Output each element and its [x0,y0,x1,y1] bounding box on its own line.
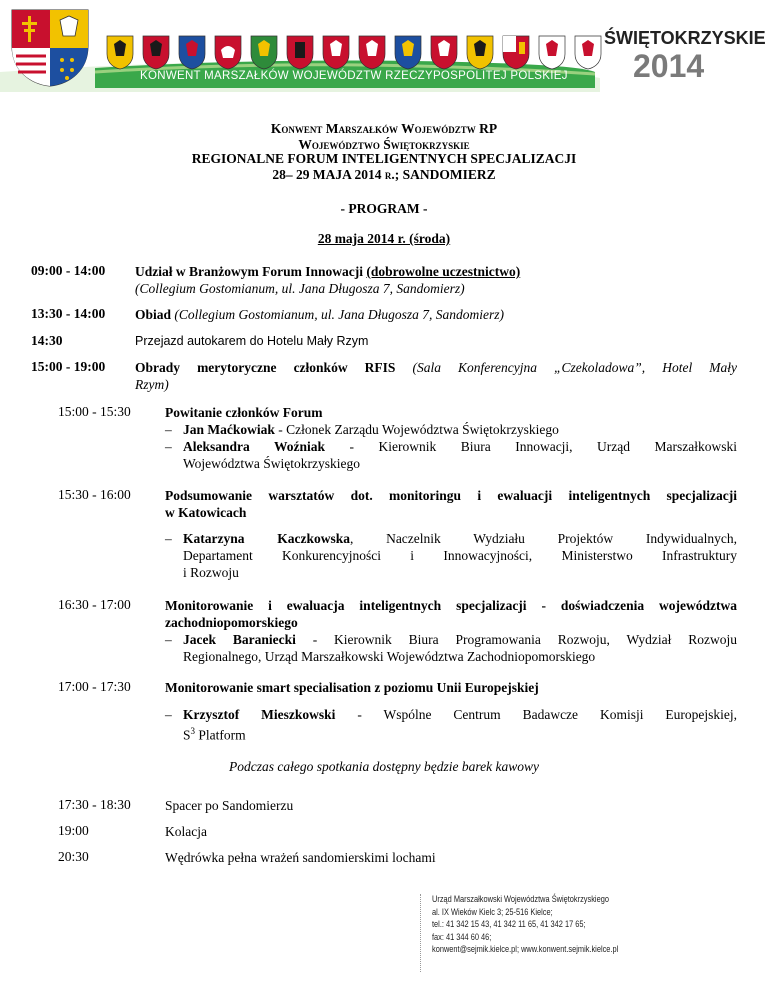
dash-bullet: – [165,422,172,437]
date-text: 28– 29 MAJA 2014 [272,167,385,182]
speaker-role: - Wspólne Centrum Badawcze Komisji Europejskiej, [335,707,737,722]
crest-icon [467,36,493,69]
evening-time: 20:30 [58,849,89,864]
session-westpomerania [165,597,737,665]
speaker-name: Jacek Baraniecki [183,632,296,647]
speaker-row [165,530,737,547]
speaker-role: - Kierownik Biura Programowania Rozwoju, Wydział Rozwoju [295,632,737,647]
crest-icon [575,36,601,69]
session-time: 17:00 - 17:30 [58,679,131,694]
coffee-break-note: Podczas całego spotkania dostępny będzie barek kawowy [229,759,539,774]
footer-divider [420,894,422,972]
item-title: Udział w Branżowym Forum Innowacji [135,264,363,279]
evening-time: 19:00 [58,823,89,838]
footer-fax: fax: 41 344 60 46; [432,931,492,943]
footer-office: Urząd Marszałkowski Województwa Świętokrzyskiego [432,894,609,905]
evening-item-walk: Spacer po Sandomierzu [165,798,294,813]
footer-contact [432,894,618,957]
session-title: Podsumowanie warsztatów dot. monitoringu i ewaluacji inteligentnych specjalizacji [165,488,737,503]
voivodeship-crests-row [105,34,605,70]
schedule-time: 09:00 - 14:00 [31,263,106,278]
schedule-item-forum-innovation [135,263,735,297]
schedule-item-rfis-session [135,359,737,393]
speaker-row [165,421,737,438]
crest-icon [431,36,457,69]
item-title: Obrady merytoryczne członków RFIS [135,360,396,375]
speaker-name: Katarzyna Kaczkowska [183,531,350,546]
crest-icon [179,36,205,69]
platform-superscript: 3 [190,726,196,736]
item-title: Obiad [135,307,172,322]
swietokrzyskie-coat-of-arms-icon [8,6,92,88]
item-place: (Collegium Gostomianum, ul. Jana Długosza 7, Sandomierz) [135,281,465,296]
schedule-time: 13:30 - 14:00 [31,306,106,321]
crest-icon [287,36,313,69]
speaker-role: - Kierownik Biura Innowacji, Urząd Marszałkowski [325,439,737,454]
session-title: Powitanie członków Forum [165,405,323,420]
evening-item-cellars: Wędrówka pełna wrażeń sandomierskimi lochami [165,850,436,865]
footer-email-web[interactable]: konwent@sejmik.kielce.pl; www.konwent.sejmik.kielce.pl [432,944,619,955]
speaker-role-cont: i Rozwoju [183,565,239,580]
footer-phone: tel.: 41 342 15 43, 41 342 11 65, 41 342 17 65; [432,919,586,930]
crest-icon [323,36,349,69]
speaker-role-cont [165,723,737,744]
session-title-cont: zachodniopomorskiego [165,615,298,630]
header-banner [0,0,768,92]
speaker-role-cont: Regionalnego, Urząd Marszałkowski Województwa Zachodniopomorskiego [183,649,596,664]
crest-icon [503,36,529,69]
session-katowice-summary [165,487,737,521]
speaker-row [165,631,737,648]
item-place: (Sala Konferencyjna „Czekoladowa”, Hotel Mały [412,360,738,375]
header-line-convent: Konwent Marszałków Województw RP [270,121,498,136]
schedule-item-lunch [135,306,735,323]
speaker-row [165,438,737,455]
session-title: Monitorowanie smart specialisation z poziomu Unii Europejskiej [165,680,539,695]
session-title-cont: w Katowicach [165,505,247,520]
event-year: 2014 [633,48,705,84]
crest-icon [539,36,565,69]
crest-icon [359,36,385,69]
dash-bullet: – [165,707,172,722]
evening-time: 17:30 - 18:30 [58,797,131,812]
speaker-role: , Naczelnik Wydziału Projektów Indywidualnych, [349,531,737,546]
speaker-row [165,706,737,723]
speaker-role-cont: Województwa Świętokrzyskiego [183,456,360,471]
speaker-name: Jan Maćkowiak [183,422,275,437]
crest-icon [143,36,169,69]
convent-banner-text: KONWENT MARSZAŁKÓW WOJEWÓDZTW RZECZYPOSPOLITEJ POLSKIEJ [140,70,568,82]
crest-icon [251,36,277,69]
header-line-date-place [0,167,768,183]
session-time: 15:30 - 16:00 [58,487,131,502]
header-line-voivodeship: Województwo Świętokrzyskie [298,137,470,152]
session-time: 16:30 - 17:00 [58,597,131,612]
header-line-forum-title: REGIONALNE FORUM INTELIGENTNYCH SPECJALIZACJI [191,151,577,166]
session-welcome [165,404,737,472]
speaker-name: Krzysztof Mieszkowski [183,707,336,722]
day-heading-text: 28 maja 2014 r. (środa) [317,231,451,246]
schedule-time: 14:30 [31,333,63,348]
footer-address: al. IX Wieków Kielc 3; 25-516 Kielce; [432,906,553,918]
evening-item-dinner: Kolacja [165,824,207,839]
item-place: (Collegium Gostomianum, ul. Jana Długosza 7, Sandomierz) [174,307,505,322]
program-heading: - PROGRAM - [340,201,428,216]
region-name: ŚWIĘTOKRZYSKIE [604,28,766,48]
session-time: 15:00 - 15:30 [58,404,131,419]
session-katowice-speaker [165,530,737,581]
dash-bullet: – [165,531,172,546]
session-eu-speaker [165,706,737,744]
platform-prefix: S [183,727,191,743]
day-heading [0,231,768,247]
schedule-item-bus-transfer: Przejazd autokarem do Hotelu Mały Rzym [135,334,369,348]
schedule-time: 15:00 - 19:00 [31,359,106,374]
session-title: Monitorowanie i ewaluacja inteligentnych specjalizacji - doświadczenia województwa [165,598,737,613]
date-suffix: r. [384,167,395,182]
place-text: ; SANDOMIERZ [394,167,496,182]
speaker-name: Aleksandra Woźniak [183,439,326,454]
speaker-role: - Członek Zarządu Województwa Świętokrzyskiego [274,422,559,437]
session-eu-smart-spec [165,679,737,696]
dash-bullet: – [165,632,172,647]
item-note: (dobrowolne uczestnictwo) [366,264,521,279]
speaker-role-cont: Departament Konkurencyjności i Innowacyjności, Ministerstwo Infrastruktury [183,548,737,563]
crest-icon [107,36,133,69]
crest-icon [215,36,241,69]
platform-name: Platform [195,727,246,743]
crest-icon [395,36,421,69]
dash-bullet: – [165,439,172,454]
item-place-cont: Rzym) [135,377,169,392]
